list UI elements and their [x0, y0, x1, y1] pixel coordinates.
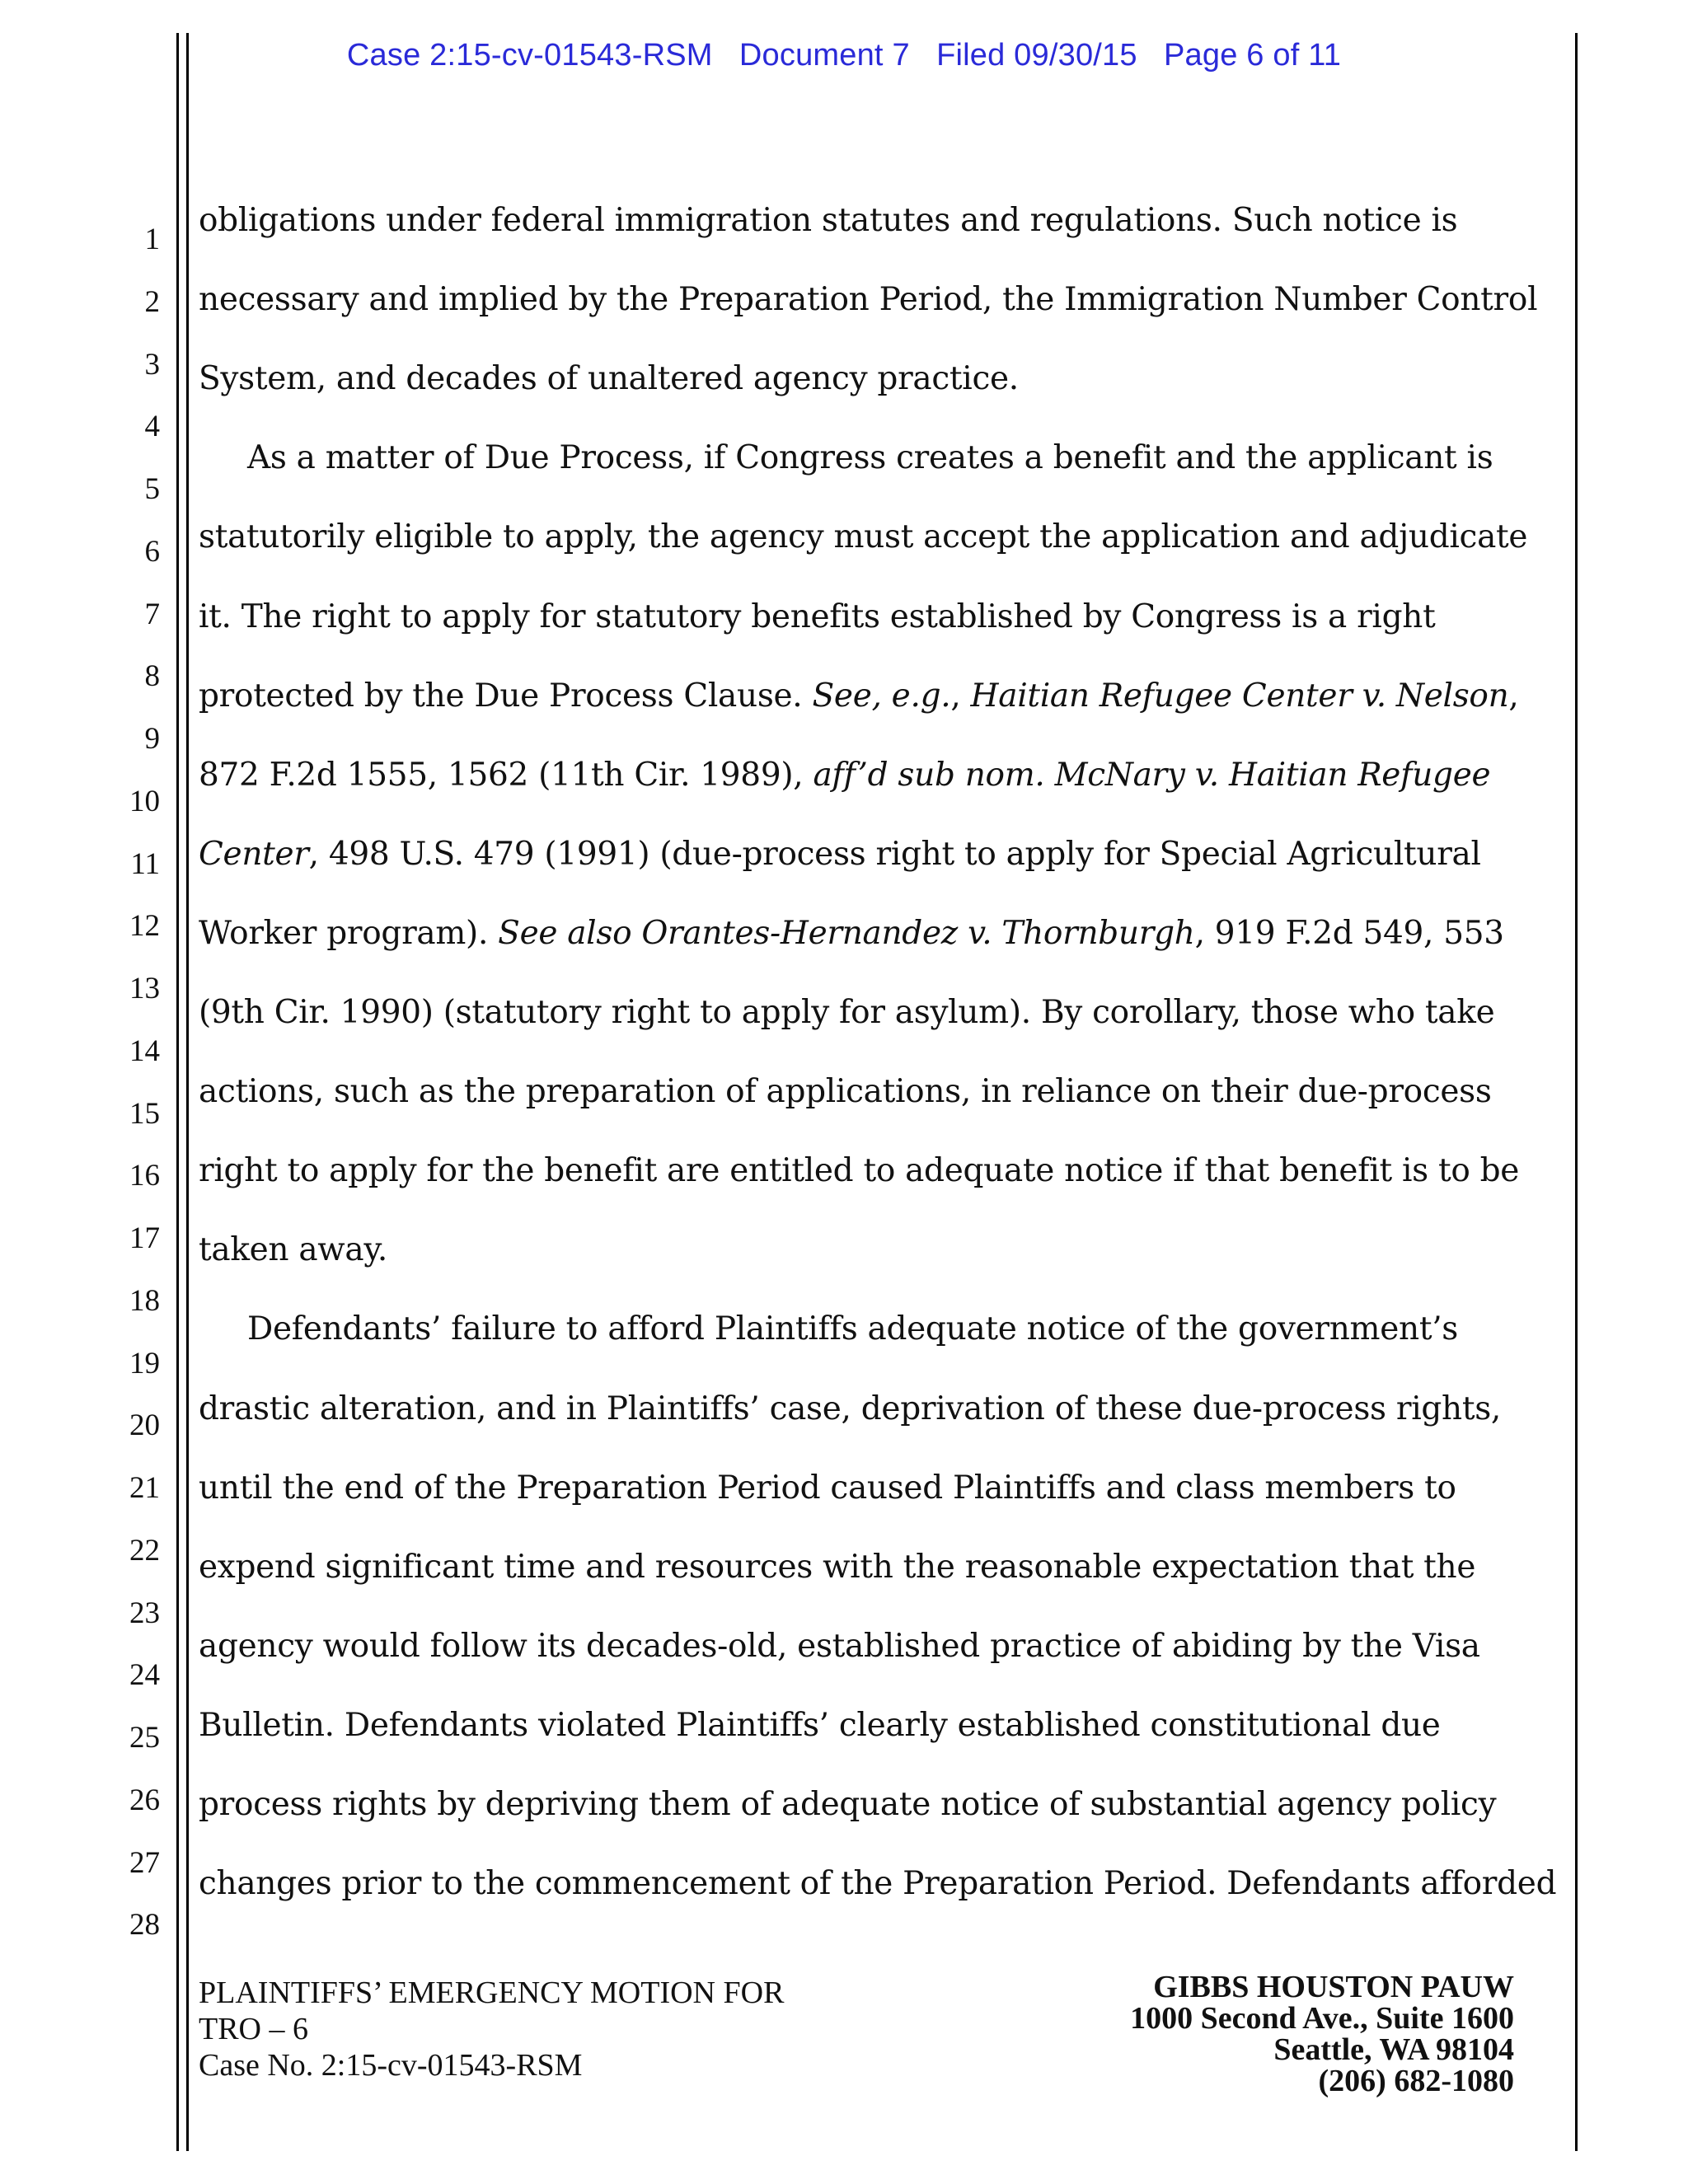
italic-citation: See also Orantes-Hernandez v. Thornburgh	[498, 914, 1195, 952]
line-number: 2	[144, 284, 160, 319]
text-run: statutorily eligible to apply, the agency must accept the application and adjudicate	[199, 518, 1528, 556]
text-run: Worker program).	[199, 914, 499, 952]
line-number: 14	[129, 1033, 160, 1068]
body-text-line	[199, 1788, 1496, 1821]
italic-citation: Center	[199, 835, 309, 873]
line-number: 15	[129, 1096, 160, 1131]
line-number: 21	[129, 1471, 160, 1505]
footer-firm-address	[1130, 1971, 1514, 2097]
line-number: 28	[129, 1908, 160, 1943]
page-header	[0, 38, 1688, 73]
text-run: it. The right to apply for statutory benefits established by Congress is a right	[199, 598, 1436, 635]
body-text-line	[199, 204, 1457, 237]
body-text-line	[199, 914, 1504, 952]
body-text-line	[199, 1706, 1441, 1744]
text-run: (9th Cir. 1990) (statutory right to apply for asylum). By corollary, those who take	[199, 994, 1495, 1031]
body-text-line	[199, 518, 1528, 556]
text-run: obligations under federal immigration statutes and regulations. Such notice is	[199, 202, 1458, 239]
line-number: 22	[129, 1533, 160, 1568]
line-number: 17	[129, 1221, 160, 1255]
line-number: 6	[144, 534, 160, 569]
line-number: 8	[144, 659, 160, 694]
text-run: Bulletin. Defendants violated Plaintiffs’ clearly established constitutional due	[199, 1706, 1441, 1744]
text-run: , 498 U.S. 479 (1991) (due-process right to apply for Special Agricultural	[308, 835, 1481, 873]
body-text-line	[199, 1152, 1520, 1190]
line-number: 12	[129, 909, 160, 944]
text-run: until the end of the Preparation Period caused Plaintiffs and class members to	[199, 1469, 1456, 1507]
body-text-line	[199, 835, 1481, 873]
footer-phone: (206) 682-1080	[1318, 2064, 1514, 2098]
line-number: 23	[129, 1596, 160, 1630]
text-run: drastic alteration, and in Plaintiffs’ case, deprivation of these due-process rights,	[199, 1390, 1502, 1427]
text-run: , 919 F.2d 549, 553	[1194, 914, 1504, 952]
footer-firm-name: GIBBS HOUSTON PAUW	[1153, 1970, 1514, 2004]
line-number: 18	[129, 1283, 160, 1318]
header-case: Case 2:15-cv-01543-RSM	[346, 38, 713, 73]
text-run: taken away.	[199, 1231, 387, 1269]
body-text-line	[199, 677, 1519, 715]
text-run: process rights by depriving them of adequate notice of substantial agency policy	[199, 1786, 1497, 1823]
line-number: 19	[129, 1346, 160, 1380]
line-number: 9	[144, 722, 160, 756]
body-text-line	[247, 439, 1493, 477]
left-margin-rule-outer	[176, 33, 179, 2151]
text-run: ,	[950, 677, 971, 715]
italic-citation: aff’d sub nom. McNary v. Haitian Refugee	[813, 756, 1491, 794]
text-run: expend significant time and resources with the reasonable expectation that the	[199, 1548, 1476, 1586]
header-page: Page 6 of 11	[1163, 38, 1342, 73]
header-document: Document 7	[738, 38, 910, 73]
body-text-line	[199, 1627, 1480, 1665]
line-number: 26	[129, 1783, 160, 1817]
line-number: 24	[129, 1658, 160, 1693]
footer-address-line: Seattle, WA 98104	[1273, 2032, 1514, 2067]
body-text-line	[199, 756, 1491, 794]
text-run: necessary and implied by the Preparation Period, the Immigration Number Control	[199, 281, 1538, 319]
body-text-line	[199, 1548, 1476, 1586]
footer-left-line: TRO – 6	[199, 2012, 308, 2046]
body-text-line	[199, 1231, 387, 1269]
line-number: 3	[144, 347, 160, 382]
footer-address-line: 1000 Second Ave., Suite 1600	[1130, 2001, 1514, 2036]
body-text-line	[199, 598, 1436, 635]
text-run: actions, such as the preparation of applications, in reliance on their due-process	[199, 1073, 1492, 1111]
footer-document-title	[199, 1975, 784, 2083]
text-run: ,	[1508, 677, 1519, 715]
text-run: System, and decades of unaltered agency practice.	[199, 360, 1019, 398]
body-text-line	[199, 360, 1019, 398]
body-text-line	[199, 1390, 1502, 1427]
body-text-line	[199, 1073, 1492, 1111]
line-number: 1	[144, 223, 160, 256]
line-number: 16	[129, 1159, 160, 1193]
italic-citation: See, e.g.	[812, 677, 951, 715]
text-run: agency would follow its decades-old, established practice of abiding by the Visa	[199, 1627, 1480, 1665]
body-text-line	[199, 996, 1494, 1029]
line-number: 7	[144, 597, 160, 631]
body-text-line	[199, 1865, 1557, 1903]
text-run: Defendants’ failure to afford Plaintiffs adequate notice of the government’s	[247, 1310, 1459, 1348]
footer-left-line: PLAINTIFFS’ EMERGENCY MOTION FOR	[199, 1975, 785, 2010]
line-number: 25	[129, 1721, 160, 1755]
line-number: 5	[144, 472, 160, 506]
italic-citation: Haitian Refugee Center v. Nelson	[970, 677, 1509, 715]
right-margin-rule	[1575, 33, 1578, 2151]
line-number: 13	[129, 972, 160, 1005]
body-text-line	[199, 281, 1538, 319]
line-number: 4	[144, 410, 160, 444]
text-run: As a matter of Due Process, if Congress creates a benefit and the applicant is	[247, 439, 1493, 477]
line-number: 10	[129, 784, 160, 818]
line-number: 11	[130, 846, 160, 881]
text-run: 872 F.2d 1555, 1562 (11th Cir. 1989),	[199, 756, 814, 794]
footer-left-line: Case No. 2:15-cv-01543-RSM	[199, 2048, 583, 2083]
body-text-line	[199, 1469, 1456, 1507]
text-run: protected by the Due Process Clause.	[199, 677, 813, 715]
line-number: 20	[129, 1408, 160, 1443]
text-run: right to apply for the benefit are entitled to adequate notice if that benefit is to be	[199, 1152, 1520, 1190]
line-number: 27	[129, 1845, 160, 1880]
left-margin-rule-inner	[186, 33, 189, 2151]
text-run: changes prior to the commencement of the Preparation Period. Defendants afforded	[199, 1865, 1557, 1903]
body-text-line	[247, 1310, 1459, 1348]
header-filed: Filed 09/30/15	[936, 38, 1137, 73]
